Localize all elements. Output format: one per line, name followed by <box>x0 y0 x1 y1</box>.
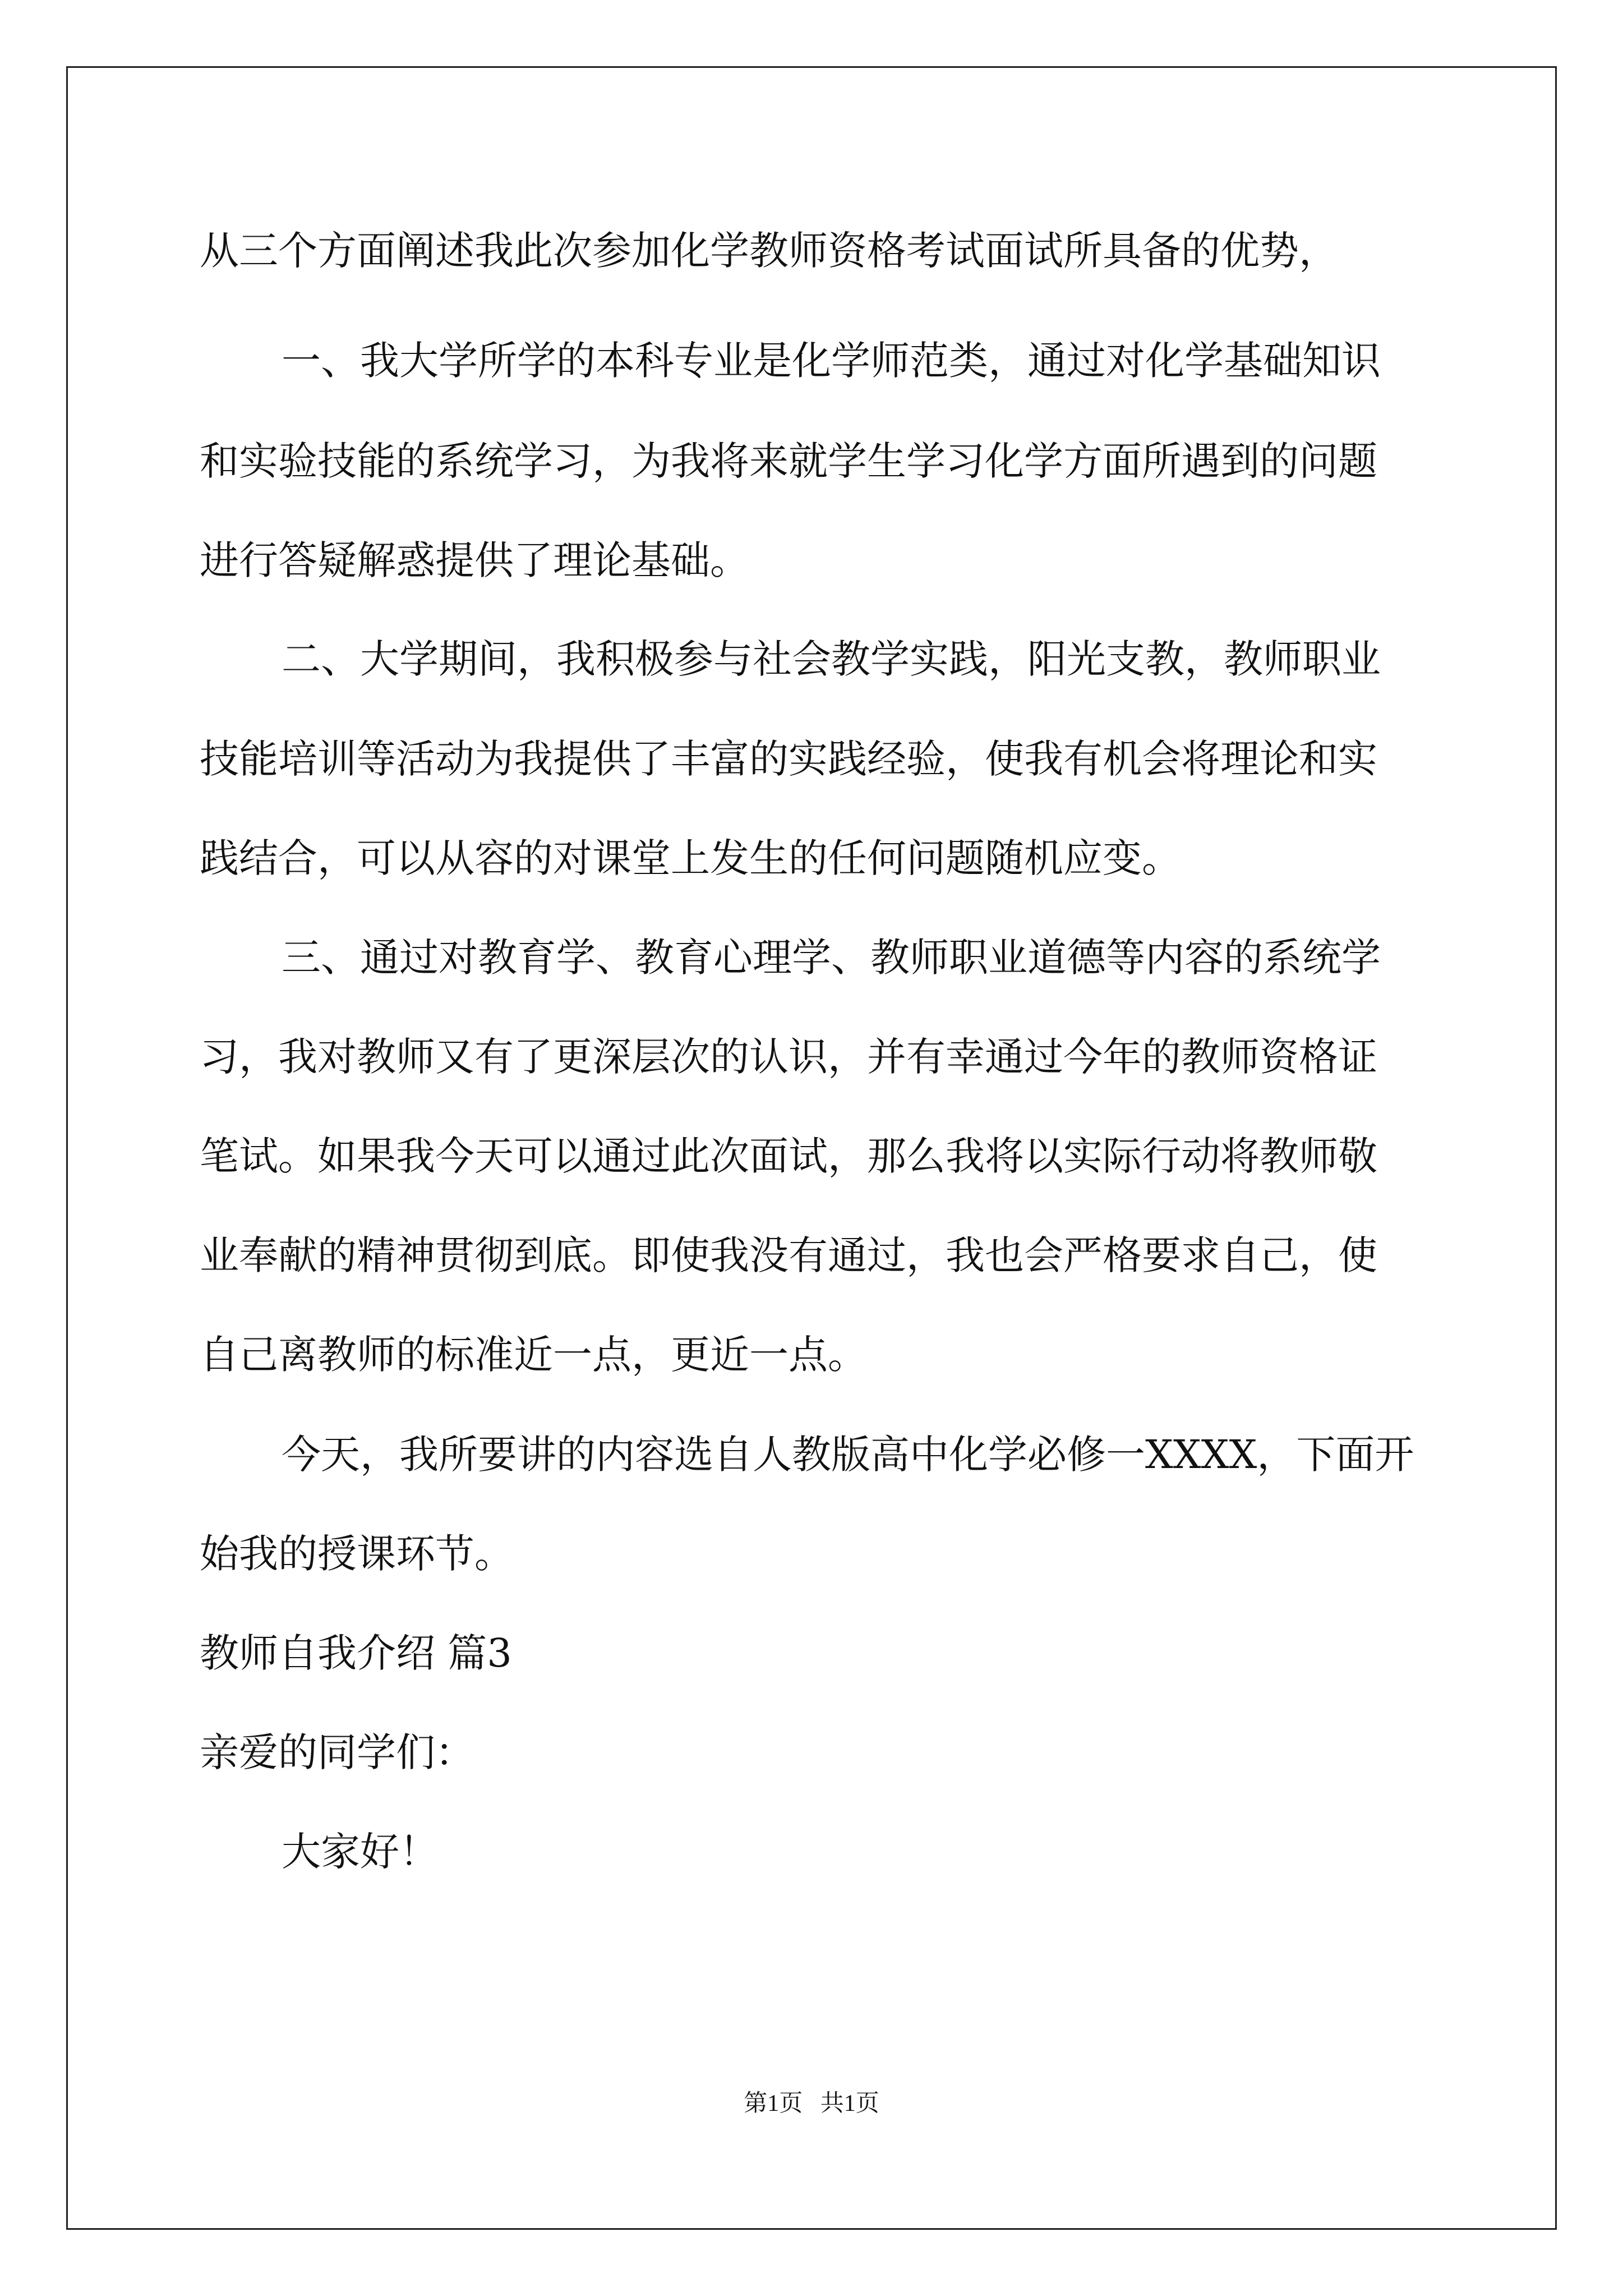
section-heading: 教师自我介绍 篇3 <box>200 1630 512 1676</box>
paragraph-line: 进行答疑解惑提供了理论基础。 <box>200 537 749 583</box>
paragraph-line: 始我的授课环节。 <box>200 1531 514 1577</box>
paragraph-line: 业奉献的精神贯彻到底。即使我没有通过，我也会严格要求自己，使 <box>200 1232 1377 1278</box>
paragraph-line: 践结合，可以从容的对课堂上发生的任何问题随机应变。 <box>200 835 1181 881</box>
paragraph-line: 技能培训等活动为我提供了丰富的实践经验，使我有机会将理论和实 <box>200 736 1377 782</box>
paragraph-line: 从三个方面阐述我此次参加化学教师资格考试面试所具备的优势， <box>200 228 1338 274</box>
paragraph-line: 自己离教师的标准近一点，更近一点。 <box>200 1332 867 1378</box>
paragraph-line: 笔试。如果我今天可以通过此次面试，那么我将以实际行动将教师敬 <box>200 1133 1377 1179</box>
page-footer: 第1页 共1页 <box>744 2091 879 2116</box>
paragraph-line: 习，我对教师又有了更深层次的认识，并有幸通过今年的教师资格证 <box>200 1034 1377 1080</box>
paragraph-line: 一、我大学所学的本科专业是化学师范类，通过对化学基础知识 <box>282 338 1381 384</box>
greeting: 大家好！ <box>282 1829 439 1875</box>
salutation: 亲爱的同学们： <box>200 1729 474 1775</box>
paragraph-line: 今天，我所要讲的内容选自人教版高中化学必修一XXXX，下面开 <box>282 1432 1414 1478</box>
paragraph-line: 和实验技能的系统学习，为我将来就学生学习化学方面所遇到的问题 <box>200 438 1377 484</box>
paragraph-line: 三、通过对教育学、教育心理学、教师职业道德等内容的系统学 <box>282 935 1381 981</box>
paragraph-line: 二、大学期间，我积极参与社会教学实践，阳光支教，教师职业 <box>282 636 1381 682</box>
